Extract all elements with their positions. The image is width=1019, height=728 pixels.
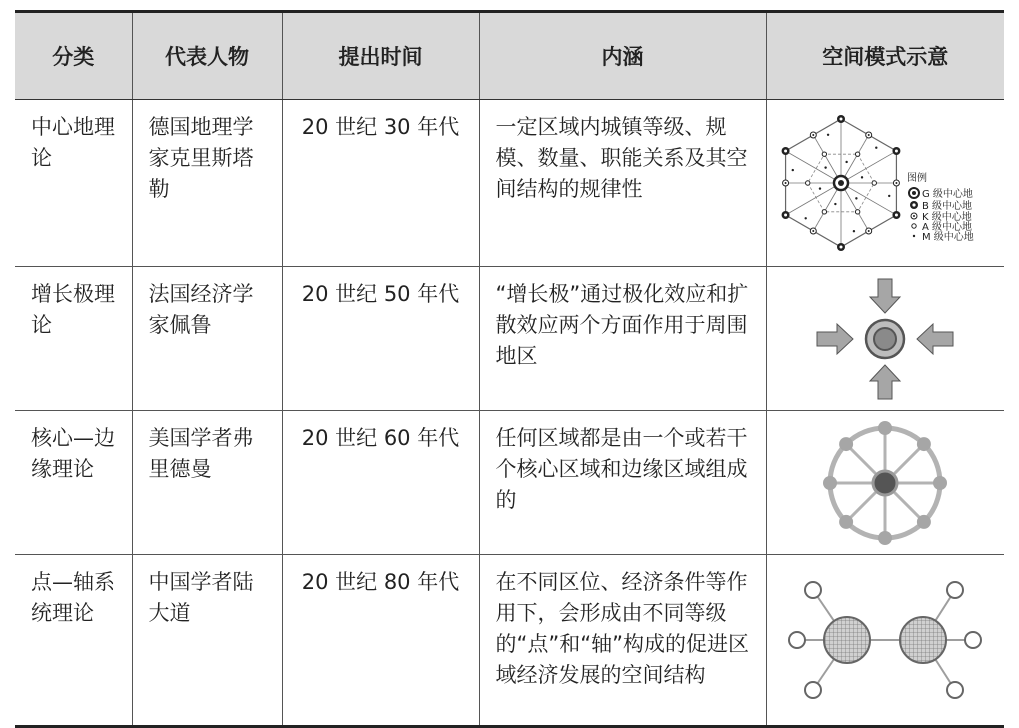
cell-diagram [766,267,1004,411]
m-center [827,134,829,136]
cell-period: 20 世纪 80 年代 [282,555,479,727]
legend-b-core [913,203,916,206]
legend-g-core [912,191,916,195]
periphery-node [917,514,931,528]
cell-content: 在不同区位、经济条件等作用下，会形成由不同等级的“点”和“轴”构成的促进区域经济发展的空间结构 [479,555,766,727]
cell-diagram [766,100,1004,267]
m-center [855,197,857,199]
radial-link [841,151,896,183]
m-center [834,203,836,205]
table-row [15,100,1004,267]
m-center [875,147,877,149]
cell-period: 20 世纪 60 年代 [282,411,479,555]
a-center [856,210,860,214]
regional-theory-table [15,10,1004,728]
a-center [822,210,826,214]
cell-representative: 德国地理学家克里斯塔勒 [132,100,282,267]
cell-diagram [766,555,1004,727]
growth-pole-diagram [815,277,955,401]
periphery-node [878,421,892,435]
cell-content: 一定区域内城镇等级、规模、数量、职能关系及其空间结构的规律性 [479,100,766,267]
legend-title: 图例 [907,173,928,184]
periphery-node [917,437,931,451]
m-center [792,169,794,171]
b-center-core [784,214,787,217]
k-center-core [813,134,815,136]
m-center [805,217,807,219]
b-center-core [895,150,898,153]
header-pattern: 空间模式示意 [766,12,1004,100]
header-content: 内涵 [479,12,766,100]
radial-link [841,183,896,215]
arrow-left [817,324,853,354]
b-center-core [784,150,787,153]
major-point [824,617,870,663]
cell-representative: 法国经济学家佩鲁 [132,267,282,411]
major-point [900,617,946,663]
theory-table-container [15,10,1004,728]
arrow-bottom [870,365,900,399]
cell-content: “增长极”通过极化效应和扩散效应两个方面作用于周围地区 [479,267,766,411]
legend-item-m: M 级中心地 [922,232,975,243]
arrow-right [917,324,953,354]
header-category: 分类 [15,12,132,100]
cell-representative: 中国学者陆大道 [132,555,282,727]
m-center [861,176,863,178]
periphery-node [823,476,837,490]
growth-pole-inner [874,328,896,350]
periphery-node [933,476,947,490]
m-center [825,166,827,168]
k-center-core [868,230,870,232]
legend-item-b: B 级中心地 [922,201,973,212]
central-place-diagram [771,109,999,257]
minor-point [947,682,963,698]
legend-item-g: G 级中心地 [922,189,974,200]
g-center-core [838,180,844,186]
k-center-core [785,182,787,184]
cell-category: 中心地理论 [15,100,132,267]
legend-k-core [913,215,915,217]
m-center [846,161,848,163]
legend-a-marker [912,224,916,228]
m-center [853,230,855,232]
a-center [872,181,876,185]
legend-item-a: A 级中心地 [922,222,973,233]
core-node [873,471,897,495]
b-center-core [840,246,843,249]
cell-representative: 美国学者弗里德曼 [132,411,282,555]
legend [907,171,974,243]
m-center [888,195,890,197]
header-period: 提出时间 [282,12,479,100]
a-center [822,152,826,156]
table-header-row [15,12,1004,100]
k-center-core [896,182,898,184]
cell-category: 点—轴系统理论 [15,555,132,727]
k-center-core [813,230,815,232]
minor-point [947,582,963,598]
m-center [819,187,821,189]
point-axis-diagram [785,572,985,708]
k-center-core [868,134,870,136]
cell-category: 核心—边缘理论 [15,411,132,555]
legend-item-k: K 级中心地 [922,212,972,223]
periphery-node [878,531,892,545]
b-center-core [840,118,843,121]
cell-diagram [766,411,1004,555]
minor-point [789,632,805,648]
radial-link [786,183,841,215]
legend-m-marker [913,235,915,237]
radial-link [786,151,841,183]
periphery-node [839,514,853,528]
minor-point [965,632,981,648]
a-center [806,181,810,185]
table-row [15,411,1004,555]
minor-point [805,582,821,598]
cell-period: 20 世纪 50 年代 [282,267,479,411]
cell-period: 20 世纪 30 年代 [282,100,479,267]
cell-category: 增长极理论 [15,267,132,411]
periphery-node [839,437,853,451]
table-row [15,267,1004,411]
minor-point [805,682,821,698]
a-center [856,152,860,156]
header-representative: 代表人物 [132,12,282,100]
table-row [15,555,1004,727]
arrow-top [870,279,900,313]
b-center-core [895,214,898,217]
core-periphery-diagram [815,419,955,547]
cell-content: 任何区域都是由一个或若干个核心区域和边缘区域组成的 [479,411,766,555]
